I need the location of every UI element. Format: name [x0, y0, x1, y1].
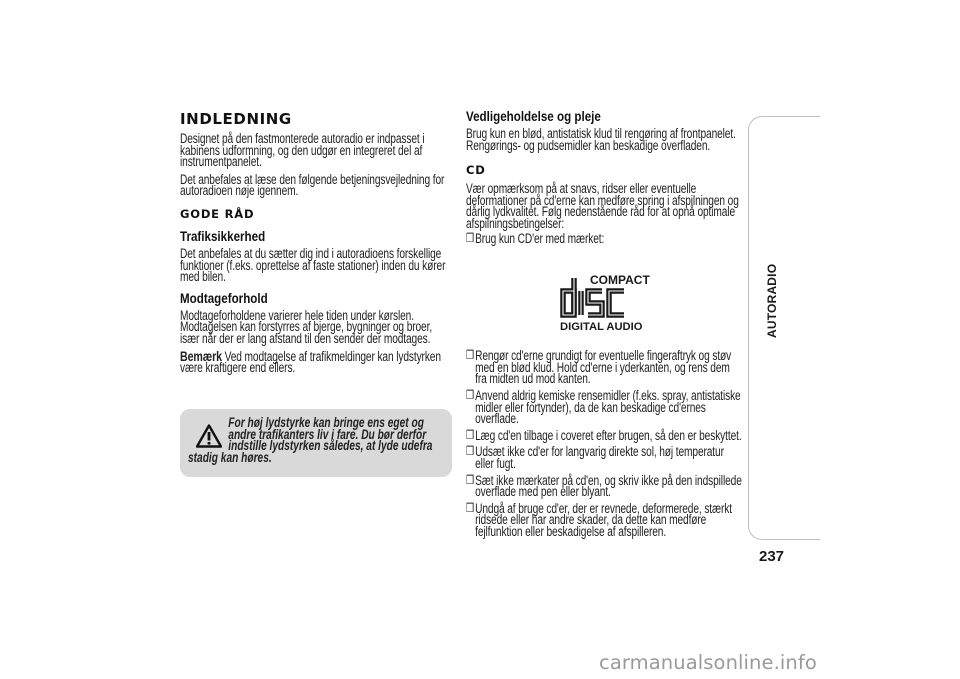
list-item	[466, 472, 742, 500]
list-item	[466, 446, 742, 469]
list-item-text: Sæt ikke mærkater på cd'en, og skriv ikke på den indspillede overflade med pen eller blyant.	[475, 472, 742, 500]
compact-disc-logo	[560, 271, 656, 333]
intro-paragraph-1: Designet på den fastmonterede autoradio er indpasset i kabinens udformning, og den udgør en integreret del af instrumentpanelet.	[180, 131, 425, 170]
logo-intro-text: Brug kun CD'er med mærket:	[475, 230, 605, 246]
chapter-label: AUTORADIO	[765, 263, 779, 338]
note-paragraph	[180, 347, 452, 376]
checkbox-bullet-icon: ❒	[466, 444, 475, 459]
chapter-tab	[748, 116, 820, 540]
list-item	[466, 427, 742, 443]
care-paragraph: Brug kun en blød, antistatisk klud til rengøring af frontpanelet. Rengørings- og pudsemidler kan beskadige overfladen.	[466, 126, 736, 153]
warning-line: For høj lydstyrke kan bringe ens eget og	[228, 415, 424, 430]
advice-heading: GODE RÅD	[180, 206, 255, 221]
checkbox-bullet-icon: ❒	[466, 427, 475, 442]
logo-top-text: COMPACT	[590, 273, 650, 287]
cd-care-list	[466, 350, 742, 537]
checkbox-bullet-icon: ❒	[466, 500, 475, 515]
care-heading: Vedligeholdelse og pleje	[466, 109, 601, 124]
warning-line: andre trafikanters liv i fare. Du bør derfor	[228, 426, 427, 442]
traffic-paragraph: Det anbefales at du sætter dig ind i autoradioens forskellige funktioner (f.eks. oprettelse af faste stationer) inden du kører med bilen.	[180, 245, 446, 285]
note-label: Bemærk	[180, 347, 222, 364]
traffic-heading: Trafiksikkerhed	[180, 228, 266, 244]
list-item-text: Anvend aldrig kemiske rensemidler (f.eks. spray, antistatiske midler eller fortynder), da de kan beskadige cd'ernes overflade.	[475, 387, 741, 427]
list-item	[466, 350, 742, 385]
cd-heading: CD	[466, 163, 486, 178]
warning-text	[188, 415, 433, 465]
watermark: carmanualsonline.info	[599, 651, 817, 674]
logo-intro-item	[466, 230, 742, 246]
care-text-block	[466, 128, 742, 151]
left-column	[180, 110, 452, 380]
warning-box	[180, 409, 452, 477]
logo-bottom-text: DIGITAL AUDIO	[560, 321, 643, 333]
reception-heading: Modtageforhold	[180, 290, 268, 306]
cd-text-block	[466, 183, 742, 244]
list-item-text: Rengør cd'erne grundigt for eventuelle fingeraftryk og støv med en blød klud. Hold cd'erne i yderkanten, og rens dem fra midten ud mod kanten.	[475, 348, 732, 387]
list-item	[466, 387, 742, 427]
list-item	[466, 500, 742, 539]
note-text: Ved modtagelse af trafikmeldinger kan lydstyrken være kraftigere end ellers.	[180, 348, 441, 376]
intro-paragraph-2: Det anbefales at læse den følgende betjeningsvejledning for autoradioen nøje igennem.	[180, 171, 445, 199]
traffic-text-block	[180, 245, 452, 285]
cd-paragraph: Vær opmærksom på at snavs, ridser eller eventuelle deformationer på cd'erne kan medføre spring i afspilningen og dårlig lydkvalitet. Følg nedenstående råd for at opnå optimale afspilningsbetingelser:	[466, 181, 739, 231]
checkbox-bullet-icon: ❒	[466, 387, 475, 402]
checkbox-bullet-icon: ❒	[466, 230, 475, 245]
intro-text	[180, 133, 452, 197]
reception-paragraph: Modtageforholdene varierer hele tiden under kørslen. Modtagelsen kan forstyrres af bjerge, bygninger og broer, især når der er lang afstand til den sender der modtages.	[180, 307, 433, 346]
list-item-text: Udsæt ikke cd'er for langvarig direkte sol, høj temperatur eller fugt.	[475, 444, 724, 471]
reception-text-block	[180, 307, 452, 376]
checkbox-bullet-icon: ❒	[466, 348, 475, 363]
warning-line: indstille lydstyrken således, at lyde udefra	[228, 438, 433, 454]
warning-line: stadig kan høres.	[188, 449, 272, 465]
page-number: 237	[759, 548, 785, 565]
list-item-text: Læg cd'en tilbage i coveret efter brugen, så den er beskyttet.	[475, 427, 742, 443]
section-title: INDLEDNING	[180, 110, 292, 128]
bullets-block	[466, 350, 742, 537]
checkbox-bullet-icon: ❒	[466, 472, 475, 487]
list-item-text: Undgå af bruge cd'er, der er revnede, deformerede, stærkt ridsede eller har andre skader, da dette kan medføre fejlfunktion eller beskadigelse af afspilleren.	[475, 500, 732, 539]
